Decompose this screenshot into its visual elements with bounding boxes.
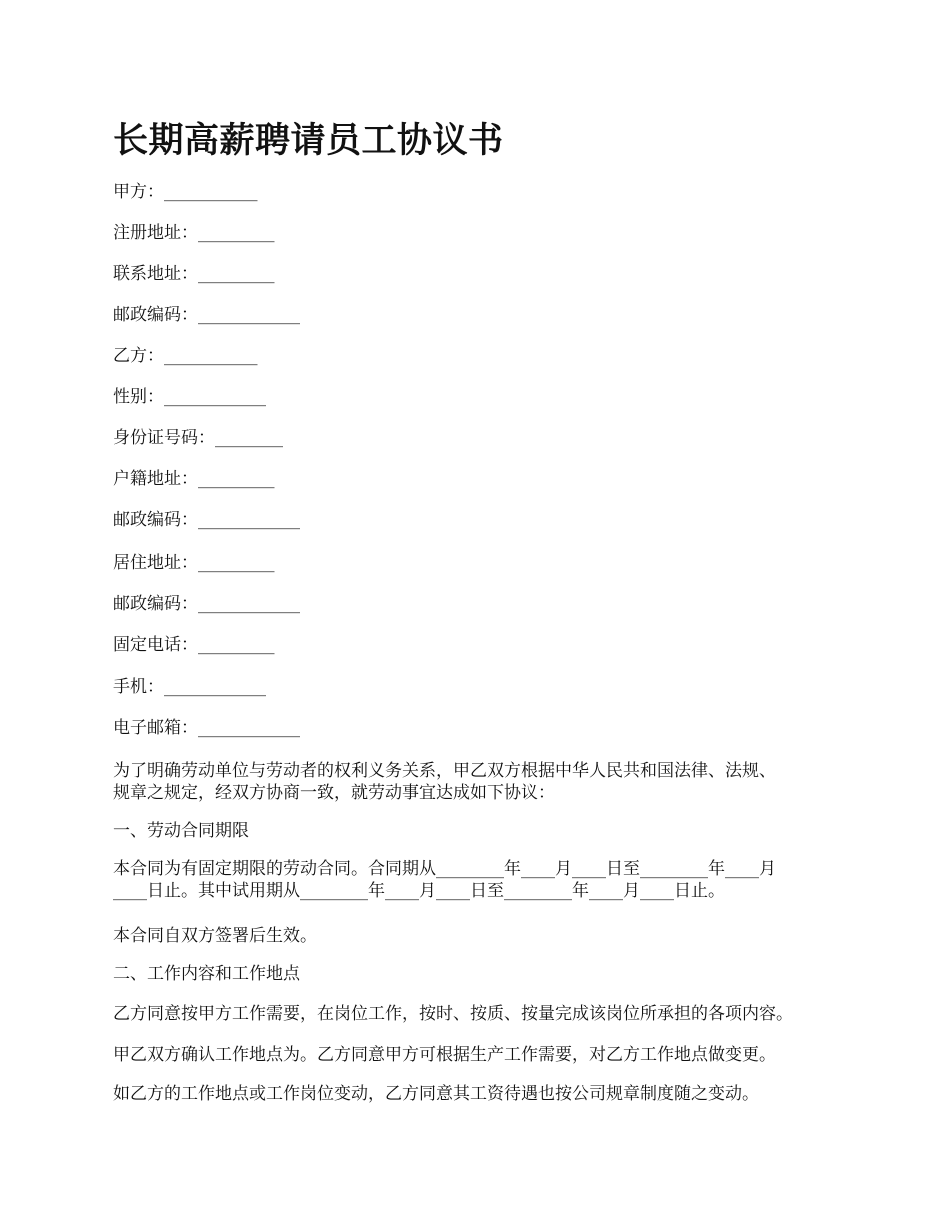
field-postal-code-c: 邮政编码：____________ — [113, 594, 300, 614]
contract-term-line: ____日止。其中试用期从________年____月____日至________年____月____日止。 — [113, 881, 725, 901]
field-party-a: 甲方：___________ — [113, 182, 258, 202]
field-email: 电子邮箱：____________ — [113, 718, 300, 738]
position-change-paragraph: 如乙方的工作地点或工作岗位变动，乙方同意其工资待遇也按公司规章制度随之变动。 — [113, 1084, 759, 1104]
effective-clause: 本合同自双方签署后生效。 — [113, 926, 317, 946]
intro-paragraph — [113, 760, 853, 804]
field-landline: 固定电话：_________ — [113, 635, 275, 655]
field-postal-code-a: 邮政编码：____________ — [113, 305, 300, 325]
work-content-paragraph: 乙方同意按甲方工作需要，在岗位工作，按时、按质、按量完成该岗位所承担的各项内容。 — [113, 1004, 793, 1024]
field-party-b: 乙方：___________ — [113, 346, 258, 366]
intro-line: 规章之规定，经双方协商一致，就劳动事宜达成如下协议： — [113, 783, 555, 803]
document-title: 长期高薪聘请员工协议书 — [113, 120, 504, 161]
field-id-number: 身份证号码：________ — [113, 428, 283, 448]
section-heading-contract-term: 一、劳动合同期限 — [113, 821, 249, 841]
field-residence-address: 居住地址：_________ — [113, 553, 275, 573]
contract-term-paragraph — [113, 858, 853, 902]
field-household-address: 户籍地址：_________ — [113, 469, 275, 489]
section-heading-work-content: 二、工作内容和工作地点 — [113, 964, 300, 984]
field-mobile: 手机：____________ — [113, 677, 266, 697]
contract-term-line: 本合同为有固定期限的劳动合同。合同期从________年____月____日至________年____月 — [113, 859, 776, 879]
work-location-paragraph: 甲乙双方确认工作地点为。乙方同意甲方可根据生产工作需要，对乙方工作地点做变更。 — [113, 1045, 776, 1065]
field-gender: 性别：____________ — [113, 387, 266, 407]
field-contact-address: 联系地址：_________ — [113, 264, 275, 284]
intro-line: 为了明确劳动单位与劳动者的权利义务关系，甲乙双方根据中华人民共和国法律、法规、 — [113, 761, 776, 781]
field-postal-code-b: 邮政编码：____________ — [113, 510, 300, 530]
field-registered-address: 注册地址：_________ — [113, 223, 275, 243]
